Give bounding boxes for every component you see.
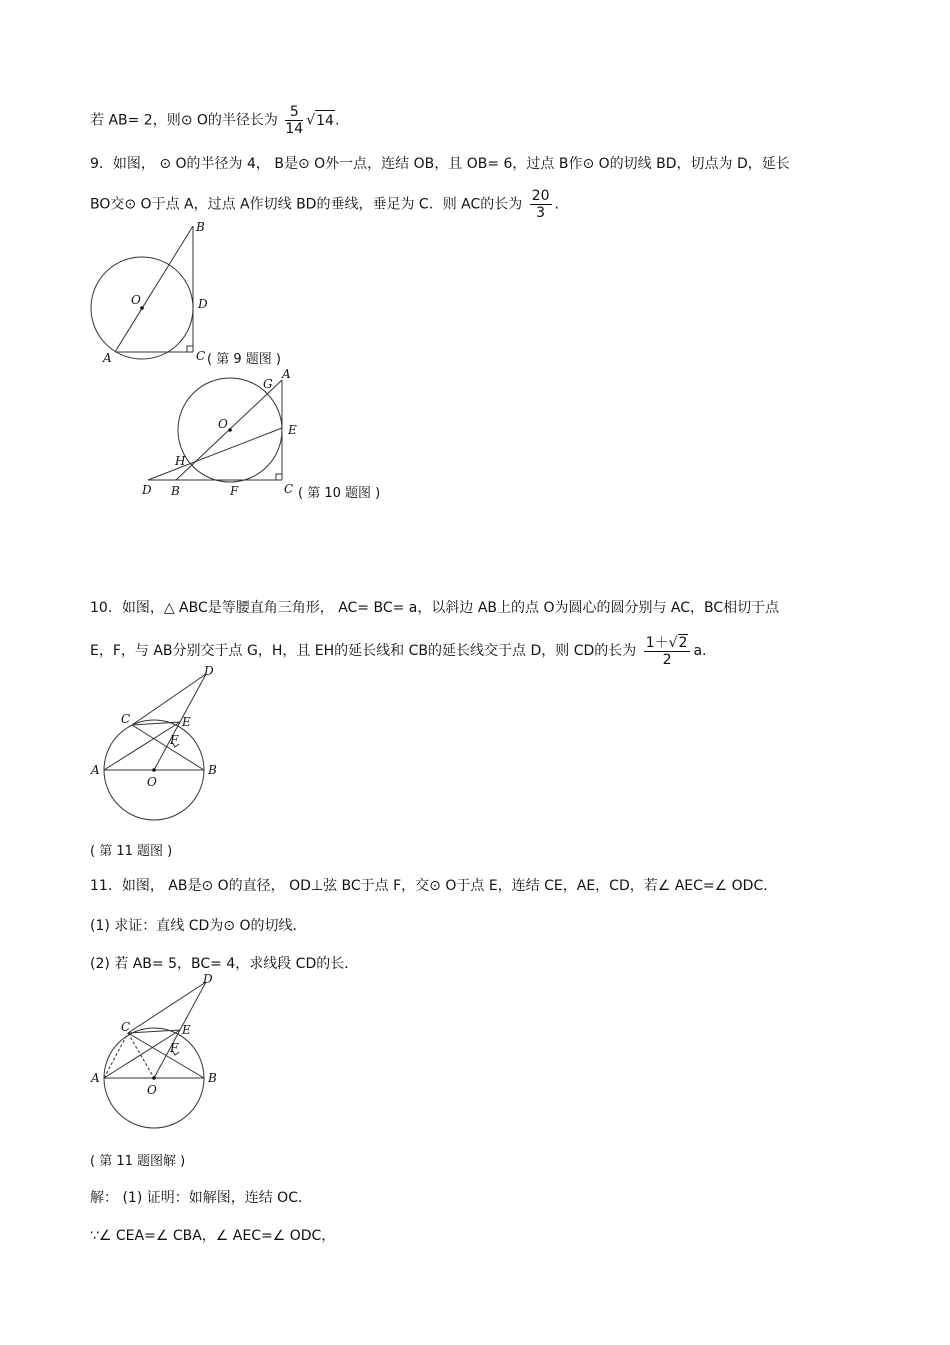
label-B: B [208,763,217,777]
q8-answer-fraction: $\frac{5}{14}$ [285,104,304,137]
figure-11-solution-caption: ( 第 11 题图解 ) [90,1154,186,1169]
label-D: D [198,297,208,311]
label-A: A [282,367,291,381]
figure-11-caption: ( 第 11 题图 ) [90,844,173,859]
figure-9 [85,218,215,368]
label-B: B [196,220,205,234]
q10-line1: 10．如图，△ ABC是等腰直角三角形， AC= BC= a，以斜边 AB上的点 O为圆心的圆分别与 AC，BC相切于点 [90,600,780,616]
label-O: O [147,1083,157,1097]
label-D: D [203,972,213,986]
q10-line2: E，F，与 AB分别交于点 G，H，且 EH的延长线和 CB的延长线交于点 D，则 CD的长为 $\frac{1+√2}{2}$ a. [90,635,707,668]
label-D: D [142,483,152,497]
q10-answer-fraction: $\frac{1+√2}{2}$ [644,634,691,668]
sqrt-icon: √ [668,635,678,651]
label-O: O [131,293,141,307]
q9-answer-fraction: $\frac{20}{3}$ [531,188,550,221]
q9-line1: 9．如图， ⊙ O的半径为 4， B是⊙ O外一点，连结 OB，且 OB= 6，过点 B作⊙ O的切线 BD，切点为 D，延长 [90,156,790,172]
q9-line2: BO交⊙ O于点 A，过点 A作切线 BD的垂线，垂足为 C．则 AC的长为 $\frac{20}{3}$ . [90,188,559,221]
figure-11 [88,660,228,825]
label-F: F [170,1041,179,1055]
label-E: E [182,715,191,729]
figure-9-caption: ( 第 9 题图 ) [207,352,281,367]
label-O: O [218,417,228,431]
label-B: B [208,1071,217,1085]
label-A: A [103,351,112,365]
q8-answer-line: 若 AB= 2，则⊙ O的半径长为 $\frac{5}{14}$ √14. [90,104,340,137]
label-F: F [230,484,239,498]
label-H: H [175,454,186,468]
q8-text: 若 AB= 2，则⊙ O的半径长为 [90,112,278,129]
q11-part1: (1) 求证：直线 CD为⊙ O的切线． [90,918,307,934]
figure-10-caption: ( 第 10 题图 ) [298,486,381,501]
label-C: C [284,482,294,496]
label-F: F [170,733,179,747]
figure-10 [138,366,308,504]
label-O: O [147,775,157,789]
label-A: A [91,1071,100,1085]
figure-11-solution [88,970,228,1135]
label-C: C [121,712,131,726]
label-E: E [288,423,297,437]
label-C: C [121,1020,131,1034]
solution-line2: ∵∠ CEA=∠ CBA，∠ AEC=∠ ODC， [90,1228,336,1244]
q11-line1: 11．如图， AB是⊙ O的直径， OD⊥弦 BC于点 F，交⊙ O于点 E，连结 CE，AE，CD，若∠ AEC=∠ ODC． [90,878,778,894]
label-E: E [182,1023,191,1037]
label-G: G [263,377,273,391]
label-A: A [91,763,100,777]
label-C: C [196,349,206,363]
solution-line1: 解： (1) 证明：如解图，连结 OC． [90,1190,312,1206]
label-B: B [171,484,180,498]
q11-part2: (2) 若 AB= 5，BC= 4，求线段 CD的长． [90,956,359,972]
sqrt-icon: √ [306,112,316,129]
label-D: D [204,664,214,678]
